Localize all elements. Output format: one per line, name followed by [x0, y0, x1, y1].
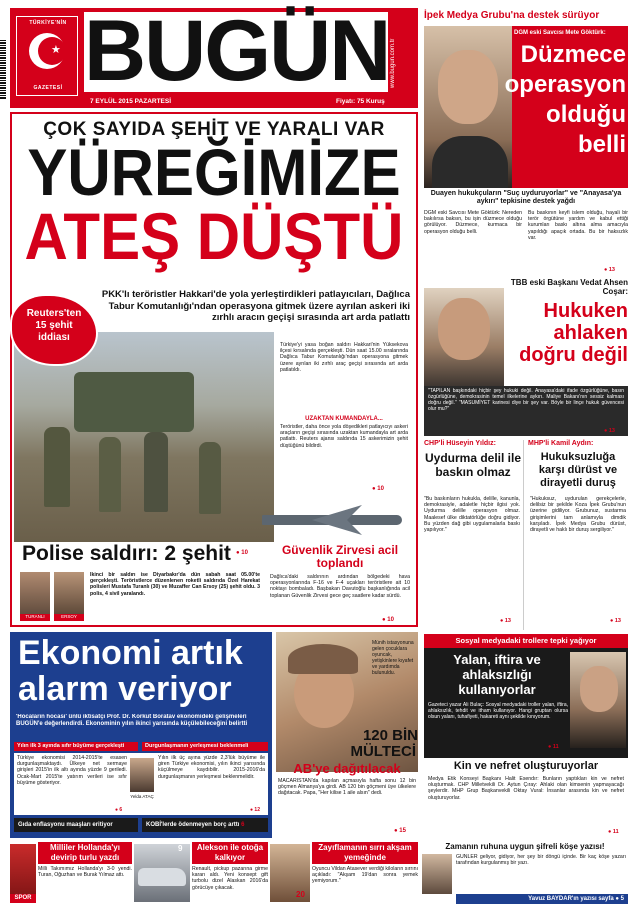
social-sub: Kin ve nefret oluşturuyorlar	[453, 760, 599, 772]
refugee-body: MACARİSTAN'da kapılan açmasıyla hafta sonu 12 bin göçmen Almanya'ya girdi. AB 120 bin göçmeni üye ülkelere dağıtacak. Papa, "Her kilise 1 aile alsın" dedi.	[278, 778, 416, 797]
logo-emblem	[16, 16, 78, 96]
gokturk-source: DGM eski Savcısı Mete Göktürk:	[514, 30, 606, 36]
tbb-quote-1: Hukuken	[543, 300, 628, 322]
chp-ref-num: 13	[504, 618, 511, 624]
sport-title: Milliler Hollanda'yı devirip turlu yazdı	[38, 842, 132, 864]
car-title: Alekson ile otoğa kalkıyor	[192, 842, 268, 864]
chp-body: "Bu baskınların hukukla, delille, kanunla, demokrasiyle, adaletle hiçbir ilgisi yok. Uydurma delille operasyon olmaz. Maalesef ülke diktatörlüğe doğru gidiyor. Bu yüzden dağ gibi uygulamalarla baskı yapılıyor."	[424, 496, 520, 534]
economy-ref-3: 6	[241, 822, 245, 828]
social-body: Gazeteci yazar Ali Bulaç: Sosyal medyadaki troller yalan, iftira, ahlaksızlık, tehdit ve itham kullanıyor. Hangi gruptan olursa olsun yalanı, tuhafiyeti, hakareti aynı şekilde kınıyorum.	[428, 702, 568, 720]
website: www.bugun.com.tr	[390, 38, 396, 88]
tbb-body: "TAPILAN başkındaki hiçbir şey hukuki değil. Anayasa'daki ifade özgürlüğüne, basın özgürlüğüne, demokrasinin temel ilkelerine aykırı. Maliye Bakanı'nın sessiz kalması doğru değil." "MASUMİYET karinesi diye bir şey var. Böyle bir linçe hukuk güvencesi olur mu?"	[428, 388, 624, 412]
logo-text-box	[84, 3, 390, 99]
bottom-item-car	[134, 842, 268, 904]
diet-num: 20	[296, 890, 305, 899]
economy-deck: 'Hocaların hocası' ünlü iktisatçı Prof. Dr. Korkut Boratav ekonomideki gelişmeleri BUGÜN'e değerlendirdi. Ekonominin yılın ikinci yarısında küçülebileceğini belirtti	[16, 714, 248, 727]
price: Fiyatı: 75 Kuruş	[336, 98, 385, 105]
social-ref: ● 11	[548, 744, 559, 750]
tbb-box	[424, 278, 628, 436]
police-body: İkinci bir saldırı ise Diyarbakır'da dün sabah saat 05.00'te gerçekleşti. Teröristlerce düzenlenen roketli saldırıda Özel Harekat polisleri Mustafa Turanlı (30) ve Muzaffer Can Ersoy (25) şehit oldu. 3 polis, 4 sivil yaralandı.	[90, 572, 260, 597]
mhp-body: "Hukuksuz, uydurulan gerekçelerle, delilsiz bir şekilde Koza İpek Grubu'nun üzerine gidiliyor. Grubunuz, sustarma girişimlerini tam anlamıyla dimdik karşıladı. İpek Medya Grubu dürüst, dirayetli ve haklı bir duruş sergiliyor."	[530, 496, 626, 534]
economy-bar-2: Durgunlaşmanın yerleşmesi beklenmeli	[142, 742, 268, 751]
refugee-headline: AB'ye dağıtılacak	[293, 761, 401, 776]
column-body: GÜNLER geliyor, gidiyor, her şey bir döngü içinde. Bir kaç köşe yazarı tarafından kurgulanmış bir yazı.	[456, 854, 626, 867]
refugee-count: 120 BİN	[362, 727, 418, 744]
main-story	[10, 112, 418, 627]
main-headline-2: ATEŞ DÜŞTÜ	[24, 199, 404, 274]
gokturk-box	[424, 26, 628, 188]
bottom-item-diet	[270, 842, 418, 904]
column-byline-bar: Yavuz BAYDAR'ın yazısı sayfa ● 5	[456, 894, 628, 904]
bottom-item-column	[422, 842, 628, 904]
car-body: Renault, pickup pazarına girme kararı aldı. Yeni konsept gift turbolu dizel Alaskan 2016'da görücüye çıkacak.	[192, 866, 268, 891]
bottom-item-sport	[10, 842, 132, 904]
date: 7 EYLÜL 2015 PAZARTESİ	[90, 98, 172, 105]
social-sub-body: Medya Etik Konseyi Başkanı Halit Esendır: Bunların yaptıkları kin ve nefret oluşturmak. CHP Milletvekili Dr. Aytun Çıray: Ahlaki olan kimsenin yapmayacağı şeylerdir. MHP Grup Başkanvekili Oktay Vural: İnsanlar arasında kin ve nefret oluşturuyorlar.	[428, 776, 624, 801]
tbb-ref: ● 13	[604, 428, 615, 434]
barcode	[0, 40, 6, 100]
chp-head: Uydurma delil ile baskın olmaz	[424, 451, 522, 479]
column-byline: Yavuz BAYDAR'ın yazısı sayfa	[528, 896, 614, 902]
tbb-source: TBB eski Başkanı Vedat Ahsen Coşar:	[510, 278, 628, 296]
logo: BUGÜN	[84, 3, 390, 99]
chp-box	[424, 440, 524, 630]
sport-tag: SPOR	[10, 894, 36, 903]
refugee-ref: ● 15	[394, 828, 406, 834]
reuters-badge-text: Reuters'ten 15 şehit iddiası	[26, 308, 82, 343]
tbb-quote-2: ahlaken	[553, 322, 628, 344]
social-headline: Yalan, iftira ve ahlaksızlığı kullanıyorlar	[453, 652, 541, 697]
gokturk-quote-2: operasyon	[504, 71, 626, 98]
economy-headline-2: alarm veriyor	[18, 670, 232, 708]
gazete-label: GAZETESİ	[33, 85, 63, 91]
security-ref: ● 10	[382, 617, 394, 623]
economy-ref-1-num: 6	[119, 807, 123, 813]
right-ref-1: ● 13	[604, 267, 615, 273]
main-deck: PKK'lı teröristler Hakkari'de yola yerleştirdikleri patlayıcıları, Dağlıca Tabur Komutanlığı'ndan operasyona gitmek üzere ayrılan askeri iki zırhlı aracın geçişi sırasında art arda patlattı	[101, 289, 410, 323]
police-photo-2	[54, 572, 84, 616]
economy-person: Yelda ATAÇ	[130, 794, 154, 799]
social-ref-2-num: 11	[612, 829, 619, 835]
economy-foot-1-text: Gıda enflasyonu maaşları eritiyor	[18, 822, 113, 828]
social-banner: Sosyal medyadaki trollere tepki yağıyor	[424, 634, 628, 648]
security-ref-num: 10	[387, 617, 394, 623]
social-ref-2: ● 11	[608, 829, 619, 835]
gokturk-quote-4: belli	[577, 131, 626, 158]
chp-ref: ● 13	[500, 618, 511, 624]
diet-title: Zayıflamanın sırrı akşam yemeğinde	[312, 842, 418, 864]
police-name-1: TURANLI	[20, 614, 50, 621]
reuters-badge	[12, 296, 96, 364]
gokturk-quote-1: Düzmece	[520, 41, 626, 68]
economy-bar-1: Yılın ilk 3 ayında sıfır büyüme gerçekleşti	[14, 742, 138, 751]
main-ref-num: 10	[377, 486, 384, 492]
main-page-ref: ● 10	[372, 486, 384, 492]
gokturk-quote-3: olduğu	[546, 101, 626, 128]
economy-ref-1: ● 6	[115, 807, 123, 813]
main-subhead: UZAKTAN KUMANDAYLA...	[305, 416, 383, 422]
social-box	[424, 634, 628, 838]
right-ref-1-num: 13	[608, 267, 615, 273]
economy-person-photo	[130, 758, 154, 792]
crescent-star-icon: ★	[29, 33, 65, 69]
chp-name: CHP'li Hüseyin Yıldız:	[424, 440, 496, 447]
refugee-label: MÜLTECİ	[350, 743, 416, 760]
economy-headline-1: Ekonomi artık	[18, 634, 243, 672]
economy-ref-2-num: 12	[254, 807, 260, 813]
jet-image	[252, 499, 412, 539]
police-headline: Polise saldırı: 2 şehit	[22, 542, 231, 565]
social-photo	[570, 652, 626, 748]
security-body: Dağlıca'daki saldırının ardından bölgedeki hava operasyonlarında F-16 ve F-4 uçakları teröristlere ait 10 noktayı bombaladı. Başbakan Davutoğlu başkanlığında acil toplanan Güvenlik Zirvesi gece geç saatlere kadar sürdü.	[270, 574, 410, 599]
tbb-quote-3: doğru değil	[519, 344, 628, 366]
economy-foot-2	[142, 818, 268, 832]
police-photo-1	[20, 572, 50, 616]
column-num: 5	[620, 896, 624, 902]
diet-body: Oyuncu Vildan Atasever verdiği kiloların sırrını açıkladı: "Akşam 19'dan sonra yemek yemiyorum."	[312, 866, 418, 885]
main-body-1: Türkiye'yi yasa boğan saldırı Hakkari'nin Yüksekova ilçesi kırsalında gerçekleşti. Dün saat 15.00 sıralarında Dağlıca Tabur Komutanlığı'ndan operasyona gitmek üzere ayrılan iki zırhlı araç geçişi sırasında art arda patlatıldı.	[280, 342, 408, 373]
bottom-strip	[10, 842, 628, 904]
economy-foot-1	[14, 818, 138, 832]
police-ref: ● 10	[236, 550, 248, 556]
mhp-name: MHP'li Kamil Aydın:	[528, 440, 594, 447]
refugee-caption: Münih istasyonuna gelen çocuklara oyuncak, yetişkinlere kıyafet ve yardımda bulunuldu.	[372, 640, 414, 676]
masthead	[10, 3, 418, 108]
mhp-head: Hukuksuzluğa karşı dürüst ve dirayetli duruş	[538, 451, 618, 489]
right-p1: DGM eski Savcısı Mete Göktürk: Nereden bakılırsa baksın, bu işin düzmece olduğu görülüyor. Düzmece, kurmaca bir operasyon olduğu belli.	[424, 210, 522, 235]
main-headline-1: YÜREĞİMİZE	[27, 135, 401, 210]
refugee-ref-num: 15	[399, 828, 406, 834]
right-sub-1: Duayen hukukçuların "Suç uyduruyorlar" ve "Anayasa'ya aykırı" tepkisine destek yağdı	[430, 190, 622, 205]
sport-body: Milli Takımımız Hollanda'yı 3-0 yendi. Turan, Oğuzhan ve Burak Yılmaz attı.	[38, 866, 132, 879]
main-body-2: Teröristler, daha önce yola döşedikleri patlayıcıyı askeri araçların geçişi sırasında uzaktan kumandayla art arda patlattı. Reuters ajansı saldırıda 15 askerimizin şehit düştüğünü bildirdi.	[280, 424, 408, 449]
mhp-ref: ● 13	[610, 618, 621, 624]
economy-ref-2: ● 12	[250, 807, 260, 813]
police-name-2: ERSOY	[54, 614, 84, 621]
mhp-box	[528, 440, 628, 630]
police-ref-num: 10	[241, 550, 248, 556]
social-ref-num: 11	[552, 744, 559, 750]
tbb-ref-num: 13	[608, 428, 615, 434]
main-kicker: ÇOK SAYIDA ŞEHİT VE YARALI VAR	[43, 119, 385, 140]
column-title: Zamanın ruhuna uygun şifreli köşe yazısı!	[445, 842, 605, 851]
country-label: TÜRKİYE'NİN	[29, 20, 67, 26]
economy-col-2: Yılın ilk üç ayına yüzde 2,3'lük büyüme ile giren Türkiye ekonomisi, yılın ikinci yarısında küçülmeye kaydıbilir. 2015-2016'da durgunlaşmanın yerleşmesi beklenmelidir.	[158, 755, 265, 780]
right-banner: İpek Medya Grubu'na destek sürüyor	[424, 10, 600, 21]
economy-story	[10, 632, 272, 838]
mhp-ref-num: 13	[614, 618, 621, 624]
column-photo	[422, 854, 452, 894]
car-num: 9	[178, 844, 183, 853]
refugee-story	[276, 632, 418, 838]
economy-col-1: Türkiye ekonomisi 2014-2015'te esasen durgunlaşmaktaydı. Ülkeye net sermaye girişleri 2015'in ilk altı ayında yüzde 9 geriledi. Ocak-Mart 2015'te yatırım verileri ise sıfır büyüme gösteriyor.	[17, 755, 127, 786]
economy-foot-2-text: KOBİ'lerde ödenmeyen borç arttı	[146, 822, 240, 828]
security-headline: Güvenlik Zirvesi acil toplandı	[281, 543, 399, 570]
tbb-photo	[424, 288, 504, 386]
right-p2: Bu baskının keyfi islem olduğu, hayali bir terör örgütüne yardım ve kabul ettiği kurumları baskı altına alma amacıyla yapıldığı apaçık ortada. Bu bir haksızlık var.	[528, 210, 628, 241]
